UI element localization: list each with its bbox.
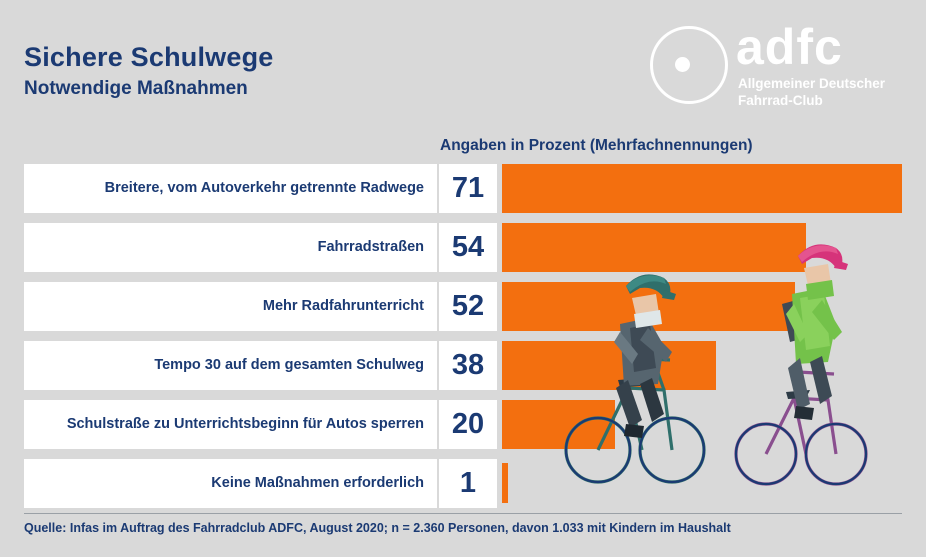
row-bar-track — [502, 164, 902, 213]
row-value-box — [439, 400, 497, 449]
chart-row — [24, 459, 902, 508]
page-subtitle: Notwendige Maßnahmen — [24, 78, 248, 99]
chart-row — [24, 223, 902, 272]
chart-row — [24, 400, 902, 449]
row-value-box — [439, 341, 497, 390]
logo-wordmark: adfc — [736, 19, 843, 75]
row-label-box — [24, 223, 437, 272]
row-value: 71 — [451, 172, 485, 204]
chart-row — [24, 164, 902, 213]
row-bar — [502, 282, 795, 331]
row-bar-track — [502, 341, 902, 390]
row-label: Breitere, vom Autoverkehr getrennte Radwege — [104, 179, 424, 196]
row-bar — [502, 341, 716, 390]
row-value: 52 — [451, 290, 485, 322]
source-note: Quelle: Infas im Auftrag des Fahrradclub ADFC, August 2020; n = 2.360 Personen, davon 1.033 mit Kindern im Haushalt — [24, 521, 731, 535]
row-bar-track — [502, 400, 902, 449]
row-bar-track — [502, 459, 902, 508]
page-title: Sichere Schulwege — [24, 42, 274, 72]
row-label: Mehr Radfahrunterricht — [262, 297, 424, 314]
row-bar — [502, 164, 902, 213]
row-value-box — [439, 459, 497, 508]
row-value-box — [439, 164, 497, 213]
bar-chart — [24, 164, 902, 518]
source-divider — [24, 513, 902, 514]
row-bar — [502, 463, 508, 503]
row-label-box — [24, 341, 437, 390]
row-label: Keine Maßnahmen erforderlich — [211, 474, 424, 491]
row-label-box — [24, 400, 437, 449]
row-bar — [502, 400, 615, 449]
row-value: 1 — [459, 467, 477, 499]
circle-dot-icon — [675, 57, 690, 72]
row-label: Schulstraße zu Unterrichtsbeginn für Autos sperren — [66, 415, 424, 432]
row-label-box — [24, 459, 437, 508]
chart-row — [24, 282, 902, 331]
row-bar-track — [502, 223, 902, 272]
row-label-box — [24, 164, 437, 213]
row-value-box — [439, 223, 497, 272]
row-value: 20 — [451, 408, 485, 440]
axis-note: Angaben in Prozent (Mehrfachnennungen) — [440, 137, 753, 154]
row-bar-track — [502, 282, 902, 331]
row-label: Tempo 30 auf dem gesamten Schulweg — [154, 356, 424, 373]
chart-row — [24, 341, 902, 390]
logo-subtitle-line2: Fahrrad-Club — [738, 93, 823, 108]
row-label: Fahrradstraßen — [317, 238, 424, 255]
logo-subtitle-line1: Allgemeiner Deutscher — [738, 76, 886, 91]
row-value: 38 — [451, 349, 485, 381]
row-label-box — [24, 282, 437, 331]
row-value: 54 — [451, 231, 485, 263]
row-value-box — [439, 282, 497, 331]
row-bar — [502, 223, 806, 272]
adfc-logo — [650, 19, 908, 112]
